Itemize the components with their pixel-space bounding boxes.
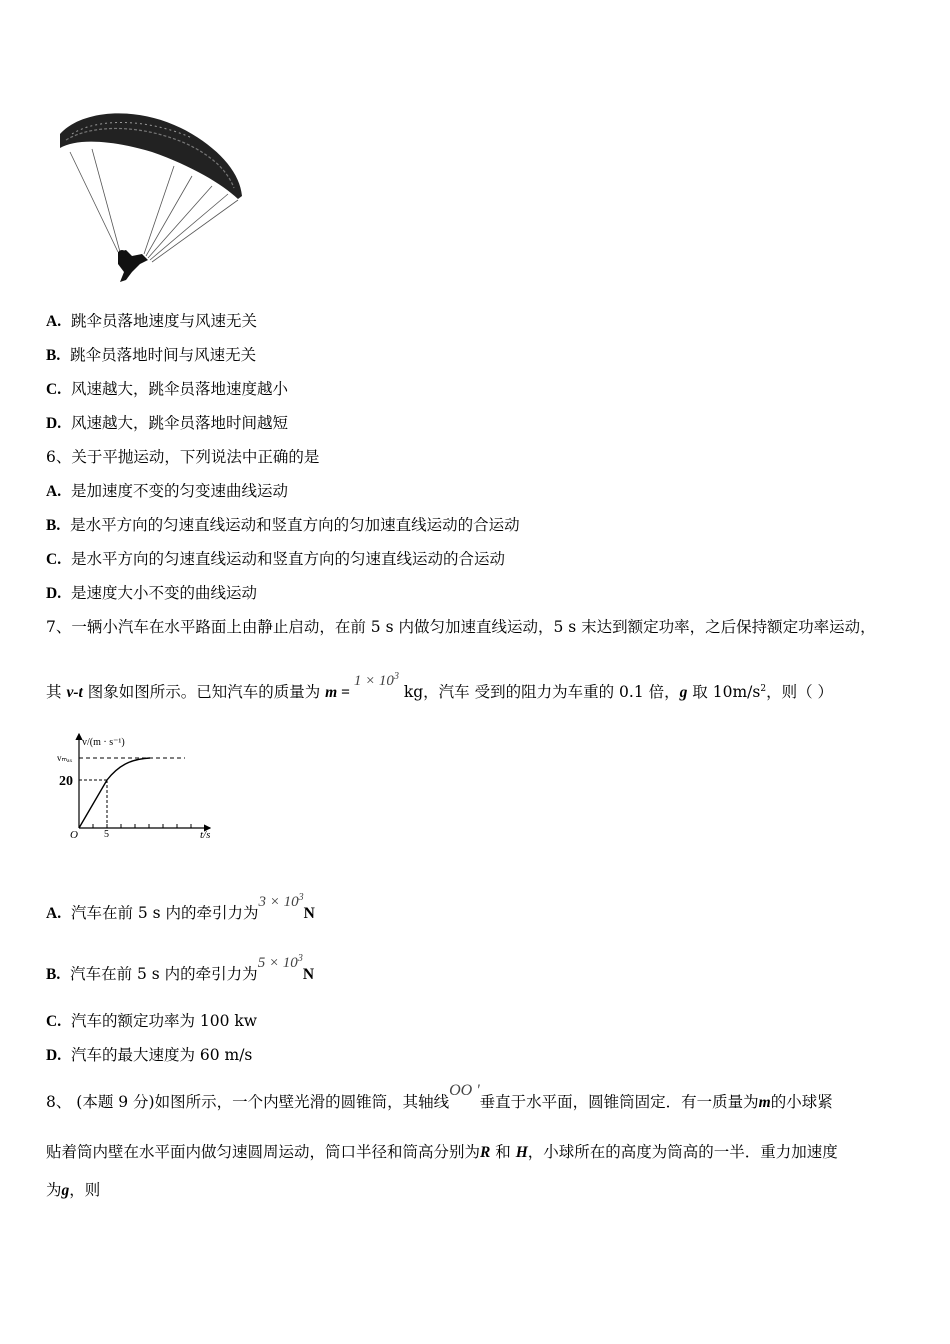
q5-option-a: A. 跳伞员落地速度与风速无关	[46, 312, 257, 330]
velocity-curve	[79, 758, 150, 828]
q7-stem-line2: 其 v-t 图象如图所示。已知汽车的质量为 $m = 1 \times 10^3$ kg，汽车 受到的阻力为车重的 0.1 倍，g 取 $10m/s^2$，则（ ）	[46, 679, 833, 703]
q7-stem-line1: 7、一辆小汽车在水平路面上由静止启动，在前 5 s 内做匀加速直线运动，5 s 末达到额定功率，之后保持额定功率运动，	[46, 618, 876, 636]
vmax-label: vₘₐₓ	[57, 753, 73, 763]
q7-option-a: A. 汽车在前 5 s 内的牵引力为$3 \times 10^3N$	[46, 900, 315, 924]
v20-label: 20	[59, 774, 73, 789]
q8-stem-line3: 为g，则	[46, 1181, 101, 1199]
q6-option-a: A. 是加速度不变的匀变速曲线运动	[46, 482, 288, 500]
paraglider-figure	[52, 104, 252, 289]
q8-stem-line1: 8、 (本题 9 分)如图所示，一个内壁光滑的圆锥筒，其轴线OO '垂直于水平面，圆锥筒固定．有一质量为m的小球紧	[46, 1082, 833, 1111]
q5-option-c: C. 风速越大，跳伞员落地速度越小	[46, 380, 288, 398]
q7-option-b: B. 汽车在前 5 s 内的牵引力为$5 \times 10^3N$	[46, 961, 314, 985]
q8-stem-line2: 贴着筒内壁在水平面内做匀速圆周运动，筒口半径和筒高分别为R 和 H，小球所在的高度为筒高的一半．重力加速度	[46, 1143, 838, 1161]
x-axis-label: t/s	[200, 829, 211, 841]
q5-option-b: B. 跳伞员落地时间与风速无关	[46, 346, 257, 364]
q6-option-b: B. 是水平方向的匀速直线运动和竖直方向的匀加速直线运动的合运动	[46, 516, 520, 534]
vt-graph	[50, 728, 230, 843]
y-axis-label: v/(m · s⁻¹)	[82, 737, 125, 748]
force-b-expression: $5 \times 10^3$	[257, 953, 303, 971]
q6-stem: 6、关于平抛运动，下列说法中正确的是	[46, 448, 320, 466]
mass-expression: $1 \times 10^3$	[353, 671, 399, 690]
x5-label: 5	[104, 829, 109, 840]
q5-option-d: D. 风速越大，跳伞员落地时间越短	[46, 414, 288, 432]
q6-option-c: C. 是水平方向的匀速直线运动和竖直方向的匀速直线运动的合运动	[46, 550, 505, 568]
force-a-expression: $3 \times 10^3$	[258, 892, 304, 910]
origin-label: O	[70, 829, 78, 841]
q6-option-d: D. 是速度大小不变的曲线运动	[46, 584, 257, 602]
q7-option-c: C. 汽车的额定功率为 100 kw	[46, 1012, 258, 1030]
q7-option-d: D. 汽车的最大速度为 60 m/s	[46, 1046, 253, 1064]
axis-oo-expression: OO '	[449, 1082, 480, 1099]
